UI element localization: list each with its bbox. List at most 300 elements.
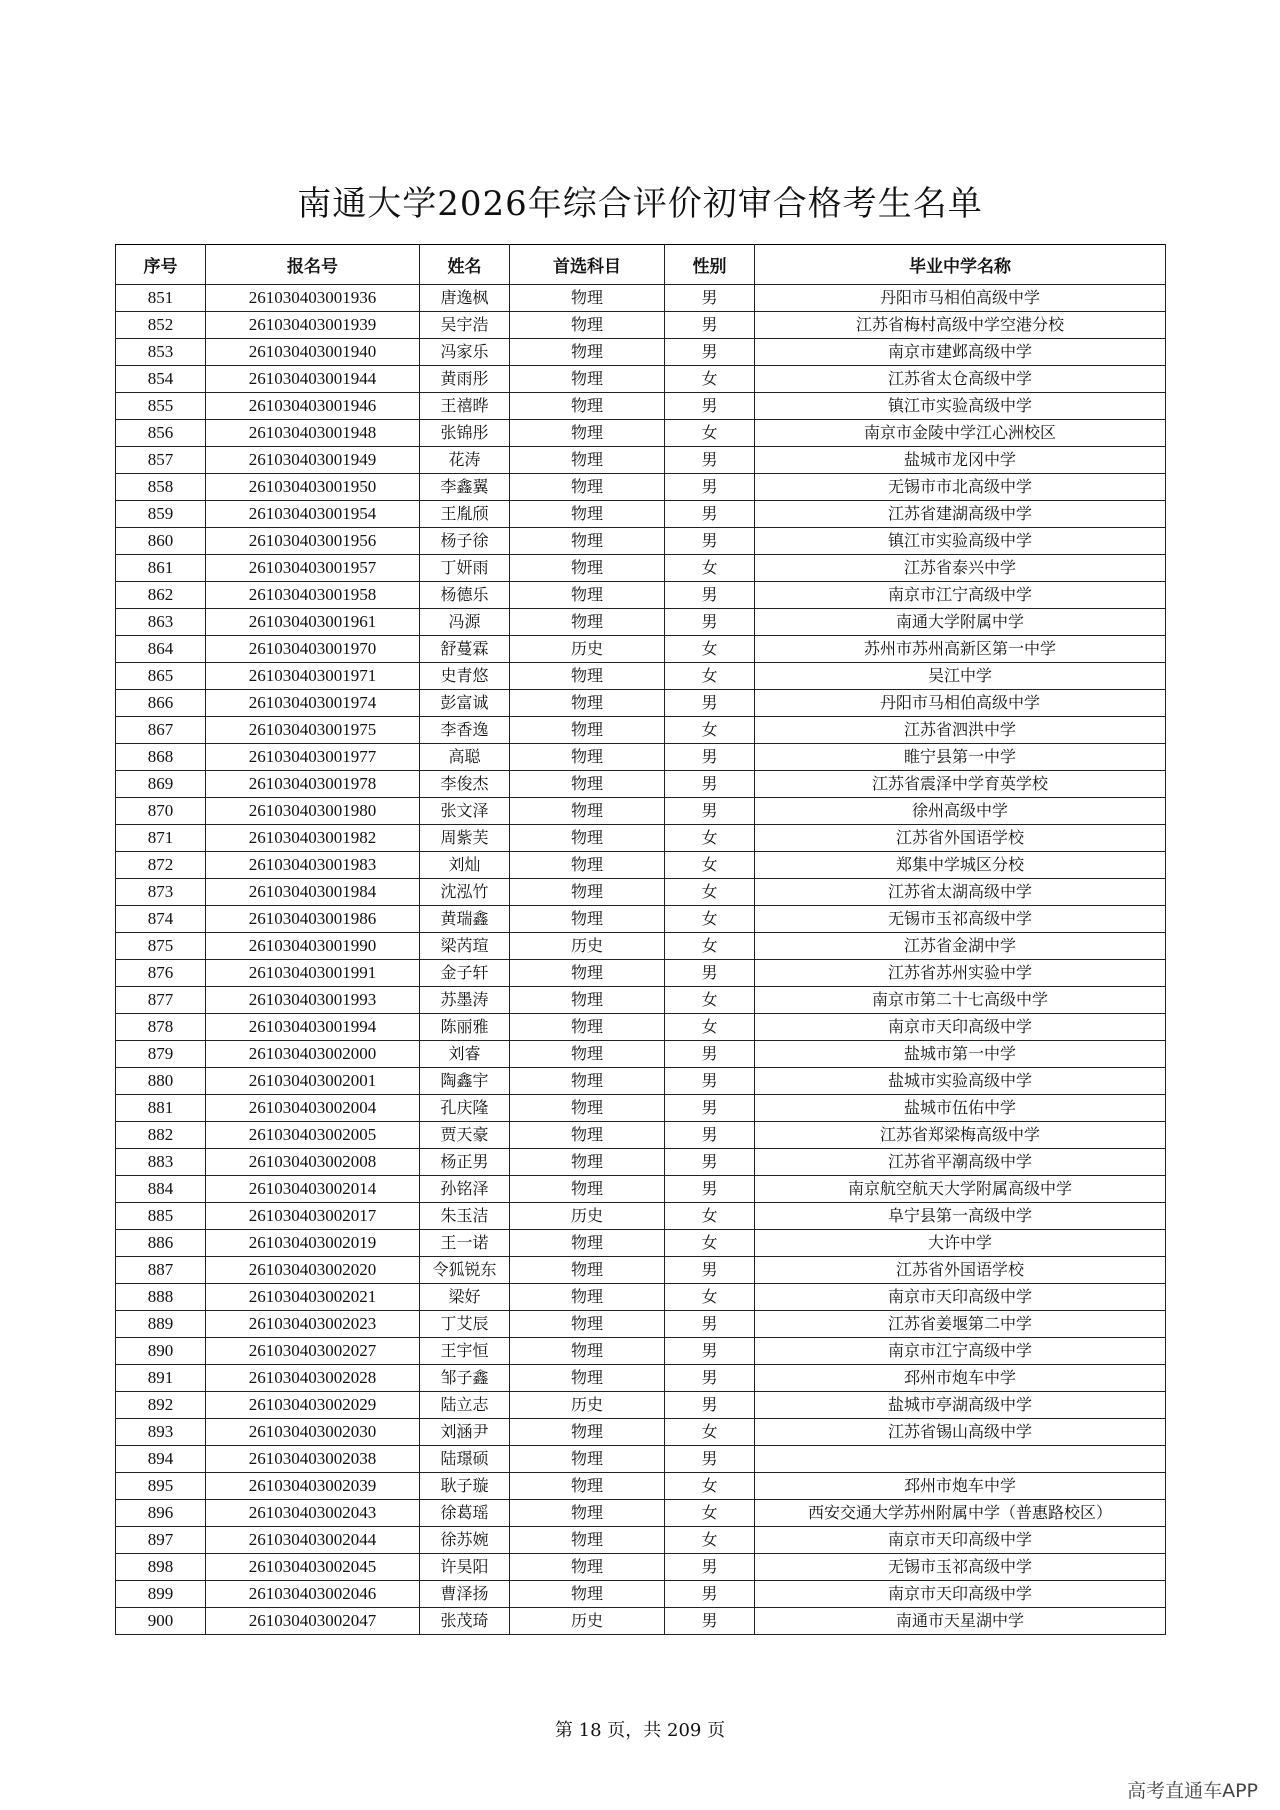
registration-no-cell: 261030403001958 [206,582,420,609]
serial-cell: 894 [116,1446,206,1473]
table-row [116,1473,1166,1500]
table-header-row [116,245,1166,285]
registration-no-cell: 261030403001982 [206,825,420,852]
gender-cell: 男 [665,609,755,636]
serial-cell: 877 [116,987,206,1014]
serial-cell: 892 [116,1392,206,1419]
registration-no-cell: 261030403002023 [206,1311,420,1338]
registration-no-cell: 261030403001970 [206,636,420,663]
gender-cell: 男 [665,1581,755,1608]
registration-no-cell: 261030403002043 [206,1500,420,1527]
table-row [116,798,1166,825]
header-registration-no: 报名号 [206,245,420,285]
serial-cell: 860 [116,528,206,555]
subject-cell: 物理 [510,690,665,717]
table-row [116,1608,1166,1635]
subject-cell: 物理 [510,987,665,1014]
serial-cell: 873 [116,879,206,906]
name-cell: 沈泓竹 [420,879,510,906]
registration-no-cell: 261030403001949 [206,447,420,474]
gender-cell: 男 [665,285,755,312]
gender-cell: 男 [665,960,755,987]
registration-no-cell: 261030403002029 [206,1392,420,1419]
serial-cell: 881 [116,1095,206,1122]
registration-no-cell: 261030403001948 [206,420,420,447]
registration-no-cell: 261030403002001 [206,1068,420,1095]
name-cell: 金子轩 [420,960,510,987]
school-cell: 南京市天印高级中学 [755,1014,1166,1041]
name-cell: 唐逸枫 [420,285,510,312]
school-cell: 南通大学附属中学 [755,609,1166,636]
school-cell: 南京市江宁高级中学 [755,582,1166,609]
registration-no-cell: 261030403002046 [206,1581,420,1608]
serial-cell: 885 [116,1203,206,1230]
name-cell: 李俊杰 [420,771,510,798]
subject-cell: 物理 [510,906,665,933]
subject-cell: 物理 [510,1149,665,1176]
school-cell: 邳州市炮车中学 [755,1473,1166,1500]
school-cell: 江苏省建湖高级中学 [755,501,1166,528]
subject-cell: 物理 [510,717,665,744]
name-cell: 彭富诚 [420,690,510,717]
registration-no-cell: 261030403002045 [206,1554,420,1581]
serial-cell: 887 [116,1257,206,1284]
registration-no-cell: 261030403001944 [206,366,420,393]
serial-cell: 861 [116,555,206,582]
table-row [116,1527,1166,1554]
table-row [116,987,1166,1014]
serial-cell: 886 [116,1230,206,1257]
name-cell: 陶鑫宇 [420,1068,510,1095]
table-row [116,1392,1166,1419]
table-row [116,933,1166,960]
table-row [116,393,1166,420]
school-cell: 江苏省泗洪中学 [755,717,1166,744]
name-cell: 孙铭泽 [420,1176,510,1203]
table-row [116,636,1166,663]
subject-cell: 历史 [510,1203,665,1230]
subject-cell: 物理 [510,393,665,420]
gender-cell: 女 [665,717,755,744]
subject-cell: 物理 [510,474,665,501]
serial-cell: 883 [116,1149,206,1176]
school-cell: 邳州市炮车中学 [755,1365,1166,1392]
page-footer: 第 18 页，共 209 页 [554,1720,726,1741]
registration-no-cell: 261030403002020 [206,1257,420,1284]
subject-cell: 物理 [510,1527,665,1554]
serial-cell: 891 [116,1365,206,1392]
school-cell: 盐城市伍佑中学 [755,1095,1166,1122]
serial-cell: 880 [116,1068,206,1095]
subject-cell: 物理 [510,771,665,798]
subject-cell: 物理 [510,1176,665,1203]
subject-cell: 物理 [510,960,665,987]
serial-cell: 876 [116,960,206,987]
subject-cell: 物理 [510,1230,665,1257]
gender-cell: 男 [665,447,755,474]
registration-no-cell: 261030403001940 [206,339,420,366]
roster-body [116,285,1166,1635]
registration-no-cell: 261030403001990 [206,933,420,960]
gender-cell: 女 [665,1014,755,1041]
name-cell: 周紫芙 [420,825,510,852]
name-cell: 徐葛瑶 [420,1500,510,1527]
registration-no-cell: 261030403001975 [206,717,420,744]
registration-no-cell: 261030403001946 [206,393,420,420]
name-cell: 张锦彤 [420,420,510,447]
serial-cell: 897 [116,1527,206,1554]
registration-no-cell: 261030403002014 [206,1176,420,1203]
name-cell: 张茂琦 [420,1608,510,1635]
table-row [116,447,1166,474]
registration-no-cell: 261030403001957 [206,555,420,582]
school-cell: 江苏省郑梁梅高级中学 [755,1122,1166,1149]
registration-no-cell: 261030403002000 [206,1041,420,1068]
gender-cell: 男 [665,744,755,771]
gender-cell: 男 [665,1257,755,1284]
registration-no-cell: 261030403001950 [206,474,420,501]
registration-no-cell: 261030403002028 [206,1365,420,1392]
registration-no-cell: 261030403001974 [206,690,420,717]
school-cell: 江苏省平潮高级中学 [755,1149,1166,1176]
name-cell: 李香逸 [420,717,510,744]
subject-cell: 物理 [510,501,665,528]
school-cell: 南京市天印高级中学 [755,1581,1166,1608]
watermark: 高考直通车APP [1127,1780,1258,1802]
subject-cell: 历史 [510,1392,665,1419]
name-cell: 杨德乐 [420,582,510,609]
name-cell: 曹泽扬 [420,1581,510,1608]
serial-cell: 895 [116,1473,206,1500]
subject-cell: 物理 [510,1419,665,1446]
gender-cell: 男 [665,582,755,609]
table-row [116,1284,1166,1311]
gender-cell: 女 [665,555,755,582]
subject-cell: 物理 [510,879,665,906]
school-cell: 南京市第二十七高级中学 [755,987,1166,1014]
table-row [116,474,1166,501]
serial-cell: 858 [116,474,206,501]
subject-cell: 历史 [510,1608,665,1635]
gender-cell: 女 [665,1203,755,1230]
serial-cell: 864 [116,636,206,663]
table-row [116,960,1166,987]
registration-no-cell: 261030403001993 [206,987,420,1014]
name-cell: 李鑫翼 [420,474,510,501]
gender-cell: 女 [665,1419,755,1446]
table-row [116,609,1166,636]
registration-no-cell: 261030403002039 [206,1473,420,1500]
school-cell: 丹阳市马相伯高级中学 [755,285,1166,312]
serial-cell: 852 [116,312,206,339]
table-row [116,1338,1166,1365]
school-cell: 江苏省外国语学校 [755,1257,1166,1284]
serial-cell: 857 [116,447,206,474]
school-cell: 江苏省太仓高级中学 [755,366,1166,393]
gender-cell: 男 [665,1554,755,1581]
table-row [116,366,1166,393]
serial-cell: 889 [116,1311,206,1338]
subject-cell: 物理 [510,1257,665,1284]
name-cell: 冯家乐 [420,339,510,366]
gender-cell: 男 [665,1446,755,1473]
subject-cell: 物理 [510,447,665,474]
subject-cell: 物理 [510,852,665,879]
name-cell: 徐苏婉 [420,1527,510,1554]
serial-cell: 866 [116,690,206,717]
table-row [116,690,1166,717]
name-cell: 王宇恒 [420,1338,510,1365]
name-cell: 苏墨涛 [420,987,510,1014]
serial-cell: 871 [116,825,206,852]
school-cell: 南京市建邺高级中学 [755,339,1166,366]
gender-cell: 男 [665,312,755,339]
school-cell: 南京市金陵中学江心洲校区 [755,420,1166,447]
registration-no-cell: 261030403002019 [206,1230,420,1257]
registration-no-cell: 261030403001994 [206,1014,420,1041]
registration-no-cell: 261030403001978 [206,771,420,798]
serial-cell: 862 [116,582,206,609]
subject-cell: 物理 [510,1122,665,1149]
school-cell: 南京市天印高级中学 [755,1284,1166,1311]
table-row [116,906,1166,933]
name-cell: 丁艾辰 [420,1311,510,1338]
gender-cell: 女 [665,1284,755,1311]
registration-no-cell: 261030403001984 [206,879,420,906]
gender-cell: 男 [665,771,755,798]
serial-cell: 865 [116,663,206,690]
table-row [116,771,1166,798]
registration-no-cell: 261030403002017 [206,1203,420,1230]
name-cell: 黄雨彤 [420,366,510,393]
school-cell: 阜宁县第一高级中学 [755,1203,1166,1230]
serial-cell: 855 [116,393,206,420]
table-row [116,555,1166,582]
table-row [116,420,1166,447]
subject-cell: 物理 [510,1095,665,1122]
school-cell: 南京航空航天大学附属高级中学 [755,1176,1166,1203]
name-cell: 杨正男 [420,1149,510,1176]
gender-cell: 男 [665,474,755,501]
header-subject: 首选科目 [510,245,665,285]
subject-cell: 物理 [510,825,665,852]
serial-cell: 879 [116,1041,206,1068]
subject-cell: 物理 [510,744,665,771]
registration-no-cell: 261030403002021 [206,1284,420,1311]
header-gender: 性别 [665,245,755,285]
gender-cell: 男 [665,339,755,366]
table-row [116,582,1166,609]
gender-cell: 女 [665,933,755,960]
subject-cell: 物理 [510,555,665,582]
name-cell: 丁妍雨 [420,555,510,582]
school-cell: 江苏省外国语学校 [755,825,1166,852]
gender-cell: 男 [665,1149,755,1176]
table-row [116,1446,1166,1473]
school-cell: 盐城市实验高级中学 [755,1068,1166,1095]
subject-cell: 物理 [510,366,665,393]
gender-cell: 男 [665,1608,755,1635]
school-cell: 江苏省梅村高级中学空港分校 [755,312,1166,339]
gender-cell: 男 [665,501,755,528]
gender-cell: 男 [665,1392,755,1419]
name-cell: 黄瑞鑫 [420,906,510,933]
name-cell: 王禧晔 [420,393,510,420]
name-cell: 花涛 [420,447,510,474]
serial-cell: 869 [116,771,206,798]
serial-cell: 856 [116,420,206,447]
gender-cell: 男 [665,798,755,825]
serial-cell: 878 [116,1014,206,1041]
gender-cell: 女 [665,906,755,933]
school-cell: 无锡市玉祁高级中学 [755,1554,1166,1581]
name-cell: 舒蔓霖 [420,636,510,663]
name-cell: 史青悠 [420,663,510,690]
subject-cell: 物理 [510,798,665,825]
gender-cell: 女 [665,636,755,663]
gender-cell: 男 [665,1311,755,1338]
school-cell: 大许中学 [755,1230,1166,1257]
school-cell: 吴江中学 [755,663,1166,690]
serial-cell: 867 [116,717,206,744]
name-cell: 令狐锐东 [420,1257,510,1284]
gender-cell: 男 [665,1338,755,1365]
school-cell: 盐城市亭湖高级中学 [755,1392,1166,1419]
registration-no-cell: 261030403002004 [206,1095,420,1122]
school-cell: 无锡市市北高级中学 [755,474,1166,501]
table-row [116,1149,1166,1176]
school-cell: 徐州高级中学 [755,798,1166,825]
serial-cell: 854 [116,366,206,393]
registration-no-cell: 261030403002030 [206,1419,420,1446]
table-row [116,1257,1166,1284]
name-cell: 贾天豪 [420,1122,510,1149]
subject-cell: 历史 [510,933,665,960]
table-row [116,1176,1166,1203]
school-cell: 南通市天星湖中学 [755,1608,1166,1635]
gender-cell: 女 [665,987,755,1014]
subject-cell: 物理 [510,339,665,366]
serial-cell: 863 [116,609,206,636]
name-cell: 陆璟硕 [420,1446,510,1473]
gender-cell: 男 [665,1122,755,1149]
table-row [116,1365,1166,1392]
registration-no-cell: 261030403001983 [206,852,420,879]
serial-cell: 888 [116,1284,206,1311]
subject-cell: 物理 [510,285,665,312]
registration-no-cell: 261030403002047 [206,1608,420,1635]
registration-no-cell: 261030403002027 [206,1338,420,1365]
name-cell: 陈丽雅 [420,1014,510,1041]
name-cell: 王胤颀 [420,501,510,528]
serial-cell: 898 [116,1554,206,1581]
school-cell: 苏州市苏州高新区第一中学 [755,636,1166,663]
registration-no-cell: 261030403002044 [206,1527,420,1554]
name-cell: 梁好 [420,1284,510,1311]
registration-no-cell: 261030403002005 [206,1122,420,1149]
serial-cell: 882 [116,1122,206,1149]
registration-no-cell: 261030403001936 [206,285,420,312]
table-row [116,501,1166,528]
name-cell: 耿子璇 [420,1473,510,1500]
table-row [116,1095,1166,1122]
school-cell: 江苏省震泽中学育英学校 [755,771,1166,798]
gender-cell: 男 [665,1365,755,1392]
school-cell: 江苏省姜堰第二中学 [755,1311,1166,1338]
school-cell: 南京市天印高级中学 [755,1527,1166,1554]
name-cell: 邹子鑫 [420,1365,510,1392]
name-cell: 刘灿 [420,852,510,879]
serial-cell: 900 [116,1608,206,1635]
table-row [116,744,1166,771]
gender-cell: 女 [665,879,755,906]
school-cell [755,1446,1166,1473]
registration-no-cell: 261030403001991 [206,960,420,987]
subject-cell: 物理 [510,1014,665,1041]
table-row [116,1014,1166,1041]
serial-cell: 896 [116,1500,206,1527]
table-row [116,1581,1166,1608]
gender-cell: 女 [665,420,755,447]
registration-no-cell: 261030403001954 [206,501,420,528]
gender-cell: 女 [665,825,755,852]
registration-no-cell: 261030403002008 [206,1149,420,1176]
subject-cell: 物理 [510,1338,665,1365]
school-cell: 郑集中学城区分校 [755,852,1166,879]
registration-no-cell: 261030403001977 [206,744,420,771]
subject-cell: 物理 [510,1581,665,1608]
table-row [116,1230,1166,1257]
school-cell: 盐城市第一中学 [755,1041,1166,1068]
gender-cell: 女 [665,663,755,690]
registration-no-cell: 261030403002038 [206,1446,420,1473]
name-cell: 冯源 [420,609,510,636]
gender-cell: 男 [665,1068,755,1095]
subject-cell: 物理 [510,1365,665,1392]
table-row [116,1068,1166,1095]
header-name: 姓名 [420,245,510,285]
name-cell: 刘睿 [420,1041,510,1068]
name-cell: 孔庆隆 [420,1095,510,1122]
subject-cell: 物理 [510,420,665,447]
subject-cell: 物理 [510,528,665,555]
serial-cell: 884 [116,1176,206,1203]
subject-cell: 物理 [510,1473,665,1500]
name-cell: 刘涵尹 [420,1419,510,1446]
gender-cell: 女 [665,366,755,393]
table-row [116,852,1166,879]
table-row [116,312,1166,339]
gender-cell: 男 [665,528,755,555]
registration-no-cell: 261030403001961 [206,609,420,636]
gender-cell: 女 [665,1473,755,1500]
subject-cell: 物理 [510,1284,665,1311]
school-cell: 江苏省金湖中学 [755,933,1166,960]
subject-cell: 物理 [510,1446,665,1473]
gender-cell: 男 [665,1041,755,1068]
school-cell: 江苏省锡山高级中学 [755,1419,1166,1446]
name-cell: 吴宇浩 [420,312,510,339]
serial-cell: 859 [116,501,206,528]
serial-cell: 853 [116,339,206,366]
subject-cell: 物理 [510,582,665,609]
gender-cell: 女 [665,852,755,879]
name-cell: 王一诺 [420,1230,510,1257]
subject-cell: 物理 [510,663,665,690]
serial-cell: 872 [116,852,206,879]
table-row [116,339,1166,366]
registration-no-cell: 261030403001986 [206,906,420,933]
